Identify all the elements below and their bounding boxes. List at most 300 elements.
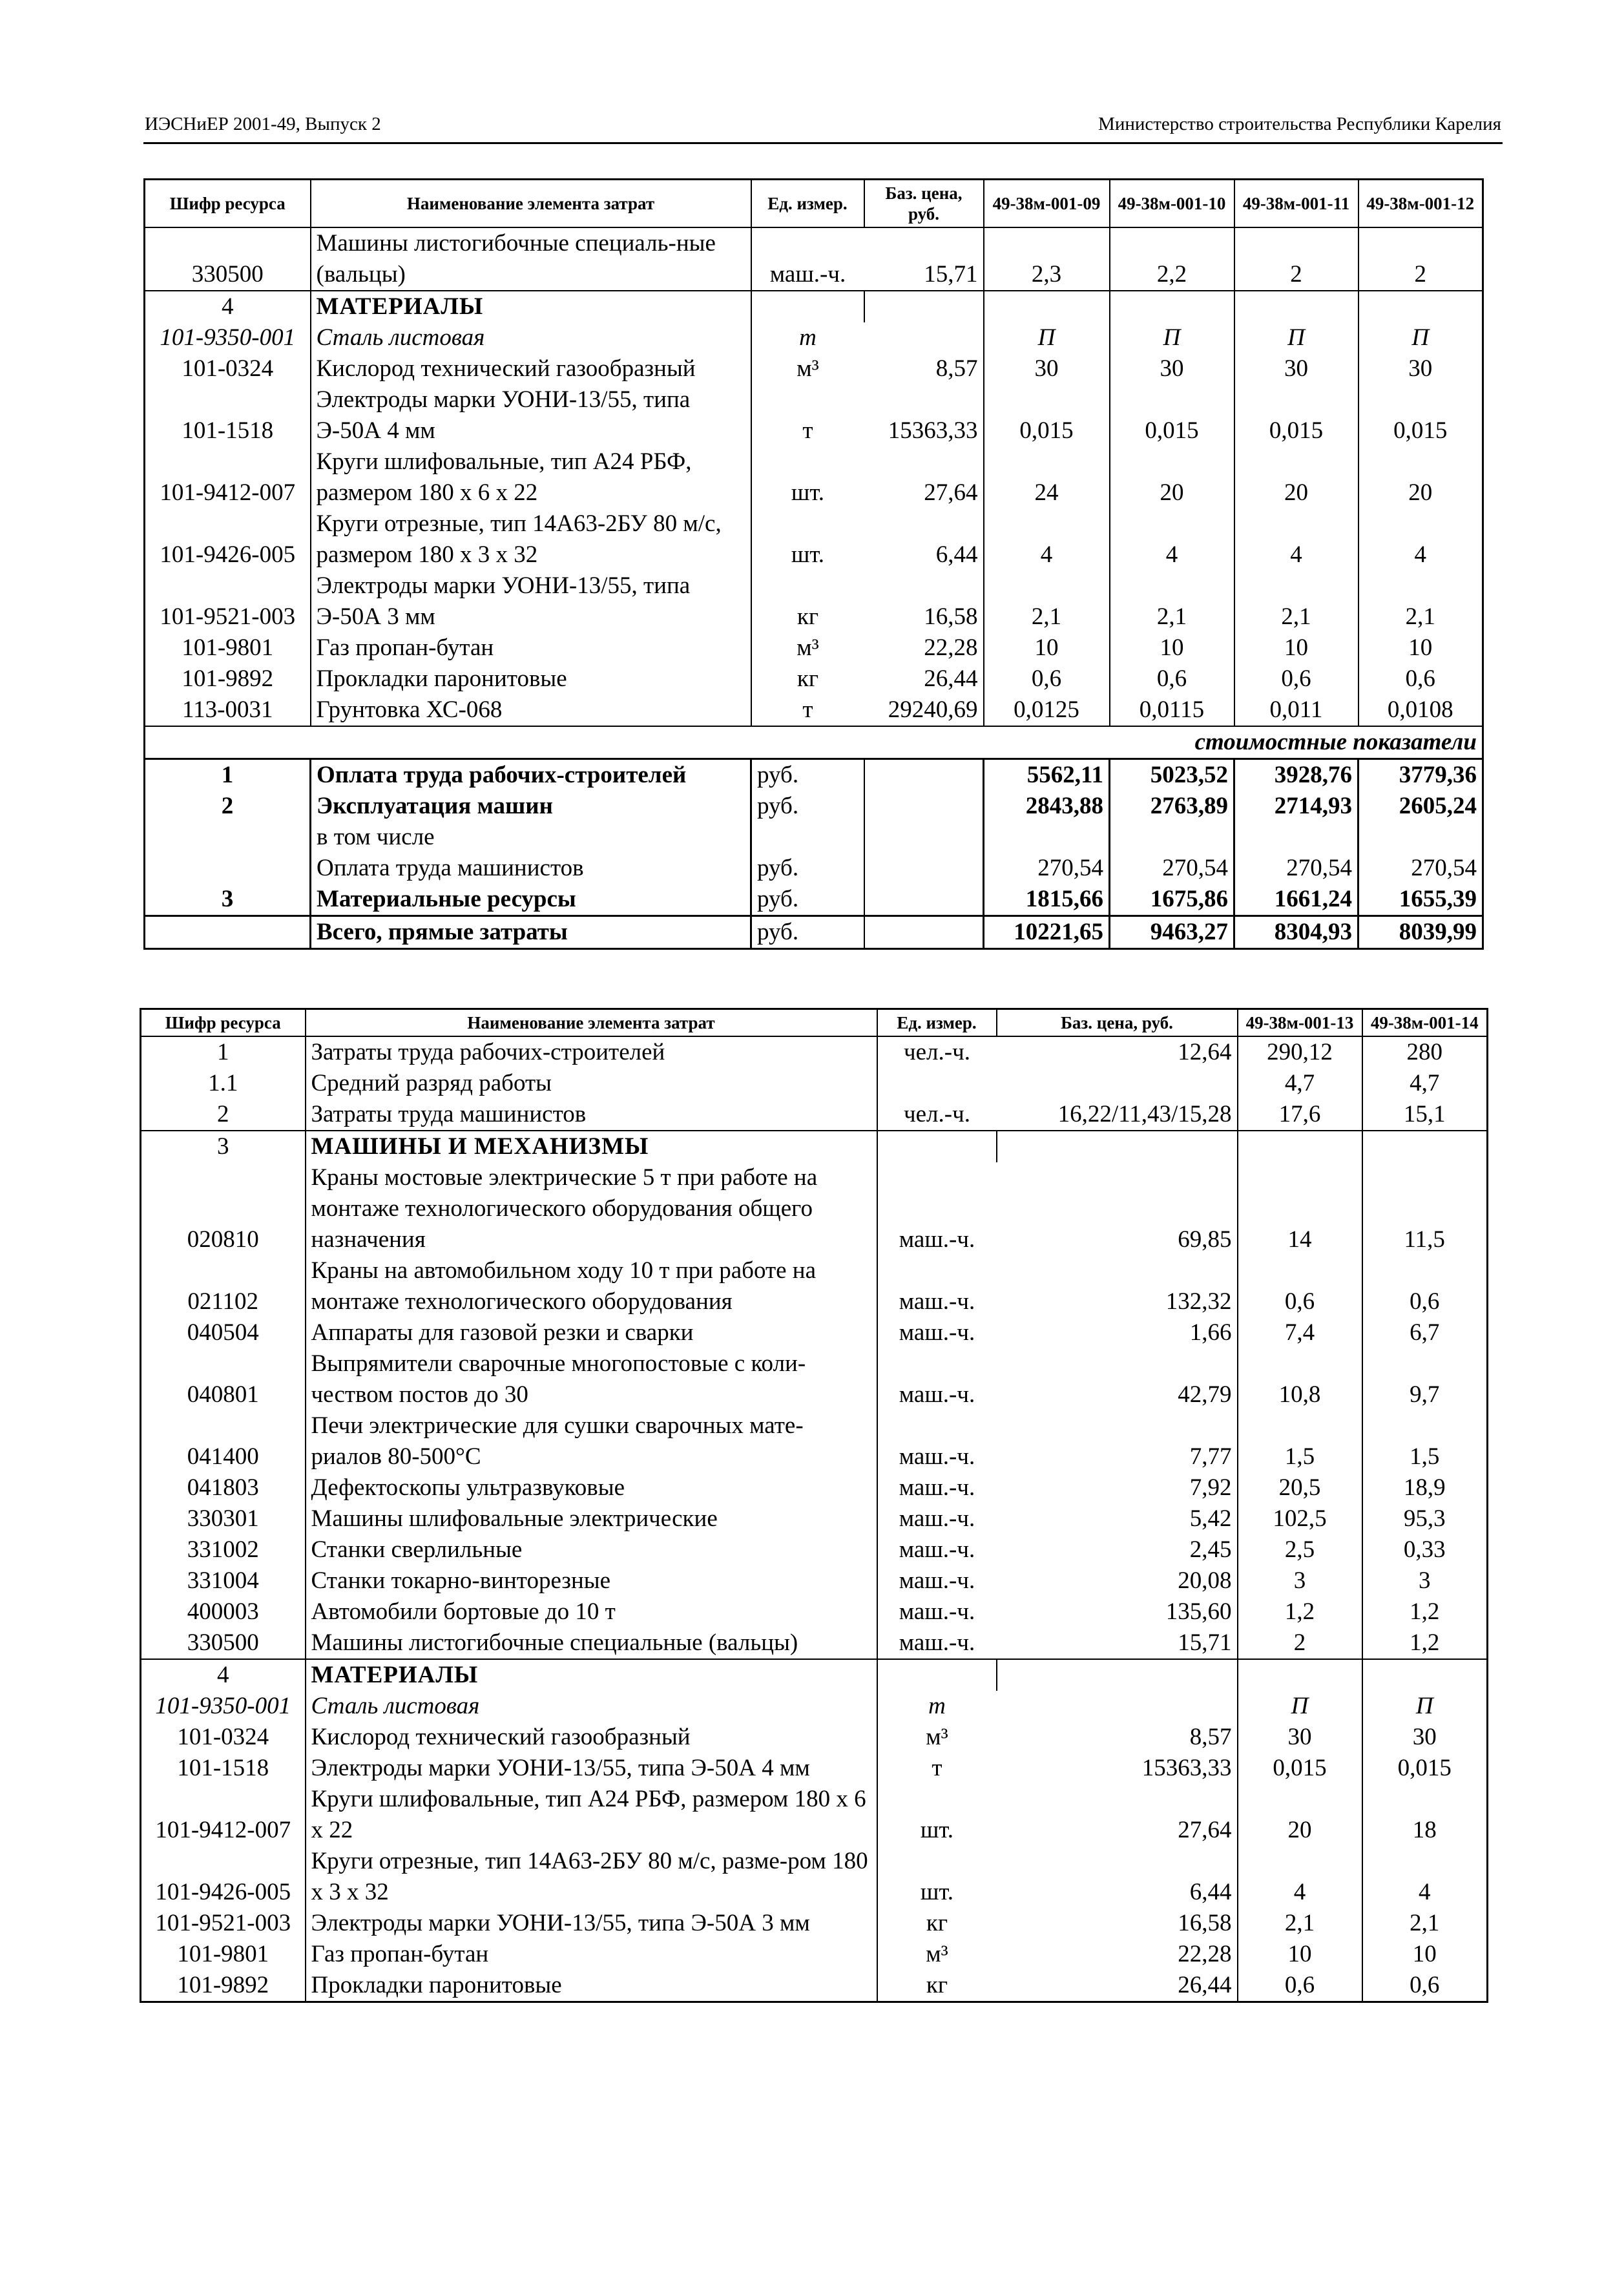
resource-name: Круги шлифовальные, тип А24 РБФ, размером 180 х 6 х 22	[306, 1784, 877, 1846]
unit-cell: шт.	[877, 1784, 997, 1846]
table-row	[141, 1691, 1488, 1722]
price-cell	[864, 822, 984, 853]
resource-code: 101-9892	[182, 665, 274, 692]
resource-code: 3	[141, 1131, 306, 1162]
table-row	[145, 291, 1483, 322]
unit-cell: шт.	[751, 446, 864, 508]
table-row	[141, 1970, 1488, 2002]
unit-cell: т	[877, 1753, 997, 1784]
resource-name: Машины листогибочные специаль-ные (вальцы)	[311, 227, 751, 291]
table-row	[141, 1534, 1488, 1565]
resource-name: Прокладки паронитовые	[306, 1970, 877, 2002]
resource-name: Грунтовка ХС-068	[311, 695, 751, 726]
resource-code: 101-9412-007	[160, 479, 296, 506]
norm-value: 2,1	[1362, 1908, 1488, 1939]
cost-name: Оплата труда рабочих-строителей	[311, 759, 751, 791]
cost-value: 270,54	[1110, 853, 1234, 884]
norm-value: 3	[1362, 1565, 1488, 1596]
norm-value: 20,5	[1238, 1472, 1362, 1503]
table-row	[141, 1472, 1488, 1503]
price-cell	[864, 884, 984, 916]
resource-name: Аппараты для газовой резки и сварки	[306, 1317, 877, 1348]
empty-cell	[997, 1659, 1238, 1691]
cost-row	[145, 822, 1483, 853]
unit-cell: маш.-ч.	[877, 1162, 997, 1255]
cost-value	[984, 822, 1110, 853]
cost-code: 3	[221, 886, 234, 912]
unit-cell: маш.-ч.	[877, 1503, 997, 1534]
table-row	[145, 353, 1483, 384]
resource-name: Печи электрические для сушки сварочных мате-риалов 80-500°С	[306, 1410, 877, 1472]
norm-value: 0,0115	[1110, 695, 1234, 726]
resource-name: МАТЕРИАЛЫ	[311, 291, 751, 322]
norm-value: 0,011	[1234, 695, 1359, 726]
norm-value: 0,015	[1238, 1753, 1362, 1784]
unit-cell: чел.-ч.	[877, 1099, 997, 1131]
norm-value: 0,0108	[1359, 695, 1483, 726]
price-cell: 20,08	[1178, 1567, 1232, 1594]
resource-code: 330500	[191, 261, 264, 288]
cost-value	[1110, 822, 1234, 853]
resource-code: 101-1518	[177, 1755, 269, 1781]
price-cell: 132,32	[1165, 1288, 1232, 1315]
resource-code: 1	[217, 1039, 229, 1065]
resource-name: Автомобили бортовые до 10 т	[306, 1596, 877, 1627]
norm-value: 4	[1362, 1846, 1488, 1908]
norm-value: 0,6	[1110, 664, 1234, 695]
norm-value: 1,2	[1238, 1596, 1362, 1627]
unit-cell: т	[877, 1691, 997, 1722]
header-ministry: Министерство строительства Республики Карелия	[1098, 114, 1501, 134]
resource-name: Электроды марки УОНИ-13/55, типа Э-50А 4 мм	[311, 384, 751, 446]
table-row	[141, 1036, 1488, 1068]
resource-name: Затраты труда рабочих-строителей	[306, 1036, 877, 1068]
norm-value: 20	[1110, 446, 1234, 508]
price-cell: 22,28	[1178, 1941, 1232, 1967]
table-row	[145, 322, 1483, 353]
cost-value: 270,54	[1234, 853, 1359, 884]
norm-value: 17,6	[1238, 1099, 1362, 1131]
norm-value: 102,5	[1238, 1503, 1362, 1534]
resource-name: Электроды марки УОНИ-13/55, типа Э-50А 3 мм	[311, 570, 751, 633]
norm-value: 0,6	[1362, 1970, 1488, 2002]
resource-code: 4	[145, 291, 311, 322]
resource-code: 101-9350-001	[160, 324, 296, 351]
norm-value: 10	[1234, 633, 1359, 664]
norm-value: 290,12	[1238, 1036, 1362, 1068]
unit-cell: руб.	[751, 791, 864, 822]
price-cell: 16,58	[1178, 1910, 1232, 1936]
resource-name: Электроды марки УОНИ-13/55, типа Э-50А 4 мм	[306, 1753, 877, 1784]
norm-value: 0,0125	[984, 695, 1110, 726]
unit-cell	[751, 822, 864, 853]
unit-cell: маш.-ч.	[877, 1596, 997, 1627]
resource-name: Круги отрезные, тип 14А63-2БУ 80 м/с, разме-ром 180 х 3 х 32	[306, 1846, 877, 1908]
empty-cell	[877, 1659, 997, 1691]
unit-cell: кг	[877, 1908, 997, 1939]
resource-code: 330500	[187, 1629, 259, 1656]
cost-value: 1661,24	[1234, 884, 1359, 916]
resource-code: 101-9521-003	[155, 1910, 291, 1936]
norm-value: 1,5	[1362, 1410, 1488, 1472]
table-row	[141, 1099, 1488, 1131]
resource-name: Электроды марки УОНИ-13/55, типа Э-50А 3 мм	[306, 1908, 877, 1939]
norm-value: 18	[1362, 1784, 1488, 1846]
norm-value: 20	[1238, 1784, 1362, 1846]
cost-code: 2	[221, 793, 234, 819]
norm-value: 7,4	[1238, 1317, 1362, 1348]
total-row	[145, 916, 1483, 949]
price-cell: 135,60	[1165, 1598, 1232, 1625]
resource-name: Круги отрезные, тип 14А63-2БУ 80 м/с, размером 180 х 3 х 32	[311, 508, 751, 570]
norm-value: 4	[984, 508, 1110, 570]
price-cell: 6,44	[1189, 1879, 1232, 1905]
price-cell: 7,77	[1189, 1443, 1232, 1470]
norm-value: 95,3	[1362, 1503, 1488, 1534]
cost-name: Оплата труда машинистов	[311, 853, 751, 884]
table-row	[145, 508, 1483, 570]
norm-value: 1,2	[1362, 1627, 1488, 1659]
resource-name: Прокладки паронитовые	[311, 664, 751, 695]
cost-value: 5562,11	[984, 759, 1110, 791]
price-cell: 29240,69	[888, 696, 978, 723]
resource-code: 101-0324	[177, 1724, 269, 1750]
cost-name: в том числе	[311, 822, 751, 853]
resource-code: 101-9801	[182, 634, 274, 661]
cost-value: 270,54	[984, 853, 1110, 884]
norm-value: 280	[1362, 1036, 1488, 1068]
norm-value: 9,7	[1362, 1348, 1488, 1410]
total-value: 8304,93	[1234, 916, 1359, 949]
table-row	[141, 1939, 1488, 1970]
table-row	[145, 664, 1483, 695]
empty-cell	[145, 916, 311, 949]
norm-value: П	[1238, 1691, 1362, 1722]
empty-cell	[1234, 291, 1359, 322]
resource-code: 041803	[187, 1474, 259, 1501]
norm-value: 20	[1359, 446, 1483, 508]
empty-cell	[751, 291, 864, 322]
resource-code: 331004	[187, 1567, 259, 1594]
cost-row	[145, 791, 1483, 822]
norm-value: 10	[1238, 1939, 1362, 1970]
resource-code: 021102	[187, 1288, 259, 1315]
cost-value: 5023,52	[1110, 759, 1234, 791]
unit-cell: маш.-ч.	[877, 1534, 997, 1565]
unit-cell: маш.-ч.	[877, 1348, 997, 1410]
table-row	[145, 446, 1483, 508]
table-row	[141, 1162, 1488, 1255]
norm-value: 10	[1362, 1939, 1488, 1970]
cost-row	[145, 759, 1483, 791]
resource-code: 330301	[187, 1505, 259, 1532]
norm-value: 1,5	[1238, 1410, 1362, 1472]
cost-code	[145, 853, 311, 884]
table-row	[141, 1753, 1488, 1784]
norm-value: П	[1362, 1691, 1488, 1722]
header-rule	[143, 142, 1503, 144]
unit-cell: маш.-ч.	[877, 1255, 997, 1317]
norm-value: 2,3	[984, 227, 1110, 291]
norm-value: 4,7	[1238, 1068, 1362, 1099]
resource-name: Станки сверлильные	[306, 1534, 877, 1565]
table-row	[145, 570, 1483, 633]
price-cell: 1,66	[1189, 1319, 1232, 1346]
norm-value: 0,015	[984, 384, 1110, 446]
cost-value: 1675,86	[1110, 884, 1234, 916]
resource-name: МАТЕРИАЛЫ	[306, 1659, 877, 1691]
resource-name: Круги шлифовальные, тип А24 РБФ, размером 180 х 6 х 22	[311, 446, 751, 508]
table-row	[145, 384, 1483, 446]
cost-value	[1359, 822, 1483, 853]
unit-cell: м³	[751, 353, 864, 384]
resource-name: Станки токарно-винторезные	[306, 1565, 877, 1596]
table-row	[141, 1348, 1488, 1410]
norm-value: 20	[1234, 446, 1359, 508]
norm-value: 2	[1234, 227, 1359, 291]
resource-name: Сталь листовая	[311, 322, 751, 353]
unit-cell: кг	[751, 664, 864, 695]
unit-cell: руб.	[751, 916, 864, 949]
unit-cell: шт.	[751, 508, 864, 570]
norm-value: 2,1	[1359, 570, 1483, 633]
table-row	[141, 1908, 1488, 1939]
unit-cell: руб.	[751, 759, 864, 791]
cost-value: 1655,39	[1359, 884, 1483, 916]
norm-value: 10	[1110, 633, 1234, 664]
col-price-header: Баз. цена, руб.	[997, 1009, 1238, 1037]
unit-cell: т	[751, 322, 864, 353]
norm-value: П	[984, 322, 1110, 353]
norm-value: 6,7	[1362, 1317, 1488, 1348]
table-row	[141, 1565, 1488, 1596]
resource-name: Кислород технический газообразный	[311, 353, 751, 384]
norm-value: 0,6	[984, 664, 1110, 695]
price-cell	[864, 853, 984, 884]
col-name-header: Наименование элемента затрат	[311, 180, 751, 228]
resource-name: Газ пропан-бутан	[306, 1939, 877, 1970]
cost-indicators-row	[145, 726, 1483, 759]
table-row	[141, 1131, 1488, 1162]
cost-value: 2843,88	[984, 791, 1110, 822]
table-header-row	[145, 180, 1483, 228]
norm-value: 24	[984, 446, 1110, 508]
table-row	[141, 1255, 1488, 1317]
norm-value: 2,1	[1110, 570, 1234, 633]
norm-value: 18,9	[1362, 1472, 1488, 1503]
col-name-header: Наименование элемента затрат	[306, 1009, 877, 1037]
unit-cell: т	[751, 695, 864, 726]
norm-value: 30	[1110, 353, 1234, 384]
price-cell	[864, 759, 984, 791]
empty-cell	[997, 1131, 1238, 1162]
resource-code: 101-0324	[182, 355, 274, 382]
col-norm-header: 49-38м-001-11	[1234, 180, 1359, 228]
norm-value: 4	[1359, 508, 1483, 570]
norm-value: 4,7	[1362, 1068, 1488, 1099]
resource-name: МАШИНЫ И МЕХАНИЗМЫ	[306, 1131, 877, 1162]
col-code-header: Шифр ресурса	[141, 1009, 306, 1037]
norm-value: 30	[1234, 353, 1359, 384]
cost-value: 2605,24	[1359, 791, 1483, 822]
resource-name: Машины шлифовальные электрические	[306, 1503, 877, 1534]
norm-value: 0,6	[1359, 664, 1483, 695]
norm-value: П	[1359, 322, 1483, 353]
price-cell: 42,79	[1178, 1381, 1232, 1408]
resource-code: 101-9426-005	[155, 1879, 291, 1905]
cost-indicators-title: стоимостные показатели	[145, 726, 1483, 759]
norm-value: 2,2	[1110, 227, 1234, 291]
norm-value: 0,015	[1359, 384, 1483, 446]
unit-cell: чел.-ч.	[877, 1036, 997, 1068]
empty-cell	[1362, 1659, 1488, 1691]
norm-value: 0,015	[1110, 384, 1234, 446]
cost-code: 1	[221, 762, 234, 788]
resource-code: 1.1	[208, 1070, 238, 1096]
norm-value: П	[1110, 322, 1234, 353]
norm-value: 4	[1238, 1846, 1362, 1908]
norm-value: 30	[984, 353, 1110, 384]
empty-cell	[1359, 291, 1483, 322]
resource-code: 2	[217, 1101, 229, 1127]
resource-code: 331002	[187, 1536, 259, 1563]
total-value: 10221,65	[984, 916, 1110, 949]
norm-value: 2,1	[1234, 570, 1359, 633]
table-row	[141, 1503, 1488, 1534]
price-cell: 16,58	[924, 603, 978, 630]
price-cell	[997, 1068, 1238, 1099]
table-row	[141, 1596, 1488, 1627]
header-doc-id: ИЭСНиЕР 2001-49, Выпуск 2	[145, 114, 381, 134]
empty-cell	[984, 291, 1110, 322]
table-row	[141, 1722, 1488, 1753]
unit-cell: маш.-ч.	[877, 1472, 997, 1503]
resource-name: Машины листогибочные специальные (вальцы)	[306, 1627, 877, 1659]
resource-code: 101-9521-003	[160, 603, 296, 630]
unit-cell: м³	[751, 633, 864, 664]
norm-value: 0,33	[1362, 1534, 1488, 1565]
unit-cell: маш.-ч.	[877, 1565, 997, 1596]
price-cell	[864, 916, 984, 949]
norm-value: 4	[1110, 508, 1234, 570]
price-cell: 26,44	[924, 665, 978, 692]
price-cell: 15,71	[924, 261, 978, 288]
col-norm-header: 49-38м-001-10	[1110, 180, 1234, 228]
table-row	[141, 1068, 1488, 1099]
unit-cell: маш.-ч.	[877, 1410, 997, 1472]
unit-cell: маш.-ч.	[877, 1317, 997, 1348]
resource-code: 101-9412-007	[155, 1817, 291, 1843]
cost-value: 2714,93	[1234, 791, 1359, 822]
cost-value: 270,54	[1359, 853, 1483, 884]
col-norm-header: 49-38м-001-13	[1238, 1009, 1362, 1037]
cost-value: 2763,89	[1110, 791, 1234, 822]
table-row	[145, 633, 1483, 664]
norm-value: 11,5	[1362, 1162, 1488, 1255]
norm-value: 2,5	[1238, 1534, 1362, 1565]
unit-cell: м³	[877, 1939, 997, 1970]
unit-cell: т	[751, 384, 864, 446]
unit-cell: маш.-ч.	[751, 227, 864, 291]
norm-value: 0,6	[1234, 664, 1359, 695]
resource-code: 113-0031	[182, 696, 273, 723]
unit-cell: кг	[751, 570, 864, 633]
col-norm-header: 49-38м-001-14	[1362, 1009, 1488, 1037]
resource-name: Выпрямители сварочные многопостовые с коли-чеством постов до 30	[306, 1348, 877, 1410]
total-value: 8039,99	[1359, 916, 1483, 949]
unit-cell: руб.	[751, 853, 864, 884]
cost-row	[145, 853, 1483, 884]
norm-value: 4	[1234, 508, 1359, 570]
empty-cell	[864, 291, 984, 322]
resource-table-2	[140, 1008, 1488, 2003]
empty-cell	[1110, 291, 1234, 322]
empty-cell	[1238, 1131, 1362, 1162]
price-cell: 12,64	[1178, 1039, 1232, 1065]
cost-value: 3779,36	[1359, 759, 1483, 791]
price-cell	[997, 1691, 1238, 1722]
norm-value: 2	[1359, 227, 1483, 291]
table-row	[145, 227, 1483, 291]
unit-cell: руб.	[751, 884, 864, 916]
unit-cell: кг	[877, 1970, 997, 2002]
price-cell: 16,22/11,43/15,28	[1057, 1101, 1232, 1127]
cost-value	[1234, 822, 1359, 853]
norm-value: 3	[1238, 1565, 1362, 1596]
price-cell: 22,28	[924, 634, 978, 661]
norm-value: 30	[1359, 353, 1483, 384]
norm-value: 10,8	[1238, 1348, 1362, 1410]
unit-cell	[877, 1068, 997, 1099]
price-cell: 27,64	[924, 479, 978, 506]
price-cell	[864, 322, 984, 353]
col-norm-header: 49-38м-001-12	[1359, 180, 1483, 228]
norm-value: 0,6	[1238, 1970, 1362, 2002]
price-cell: 15363,33	[1141, 1755, 1232, 1781]
price-cell: 7,92	[1189, 1474, 1232, 1501]
resource-code: 101-9892	[177, 1972, 269, 1998]
resource-code: 101-9426-005	[160, 541, 296, 568]
resource-name: Краны на автомобильном ходу 10 т при работе на монтаже технологического оборудования	[306, 1255, 877, 1317]
resource-code: 101-9350-001	[155, 1693, 291, 1719]
price-cell: 2,45	[1189, 1536, 1232, 1563]
price-cell: 8,57	[1189, 1724, 1232, 1750]
resource-name: Сталь листовая	[306, 1691, 877, 1722]
cost-value: 3928,76	[1234, 759, 1359, 791]
price-cell: 26,44	[1178, 1972, 1232, 1998]
norm-value: 30	[1238, 1722, 1362, 1753]
total-value: 9463,27	[1110, 916, 1234, 949]
norm-value: 1,2	[1362, 1596, 1488, 1627]
resource-code: 400003	[187, 1598, 259, 1625]
resource-code: 040801	[187, 1381, 259, 1408]
norm-value: 2	[1238, 1627, 1362, 1659]
unit-cell: шт.	[877, 1846, 997, 1908]
cost-value: 1815,66	[984, 884, 1110, 916]
price-cell: 5,42	[1189, 1505, 1232, 1532]
resource-name: Кислород технический газообразный	[306, 1722, 877, 1753]
norm-value: 15,1	[1362, 1099, 1488, 1131]
price-cell: 69,85	[1178, 1226, 1232, 1253]
resource-code: 040504	[187, 1319, 259, 1346]
price-cell: 15,71	[1178, 1629, 1232, 1656]
norm-value: 2,1	[1238, 1908, 1362, 1939]
norm-value: 10	[1359, 633, 1483, 664]
norm-value: 0,015	[1362, 1753, 1488, 1784]
resource-code: 101-1518	[182, 417, 274, 444]
resource-code: 020810	[187, 1226, 259, 1253]
resource-name: Затраты труда машинистов	[306, 1099, 877, 1131]
